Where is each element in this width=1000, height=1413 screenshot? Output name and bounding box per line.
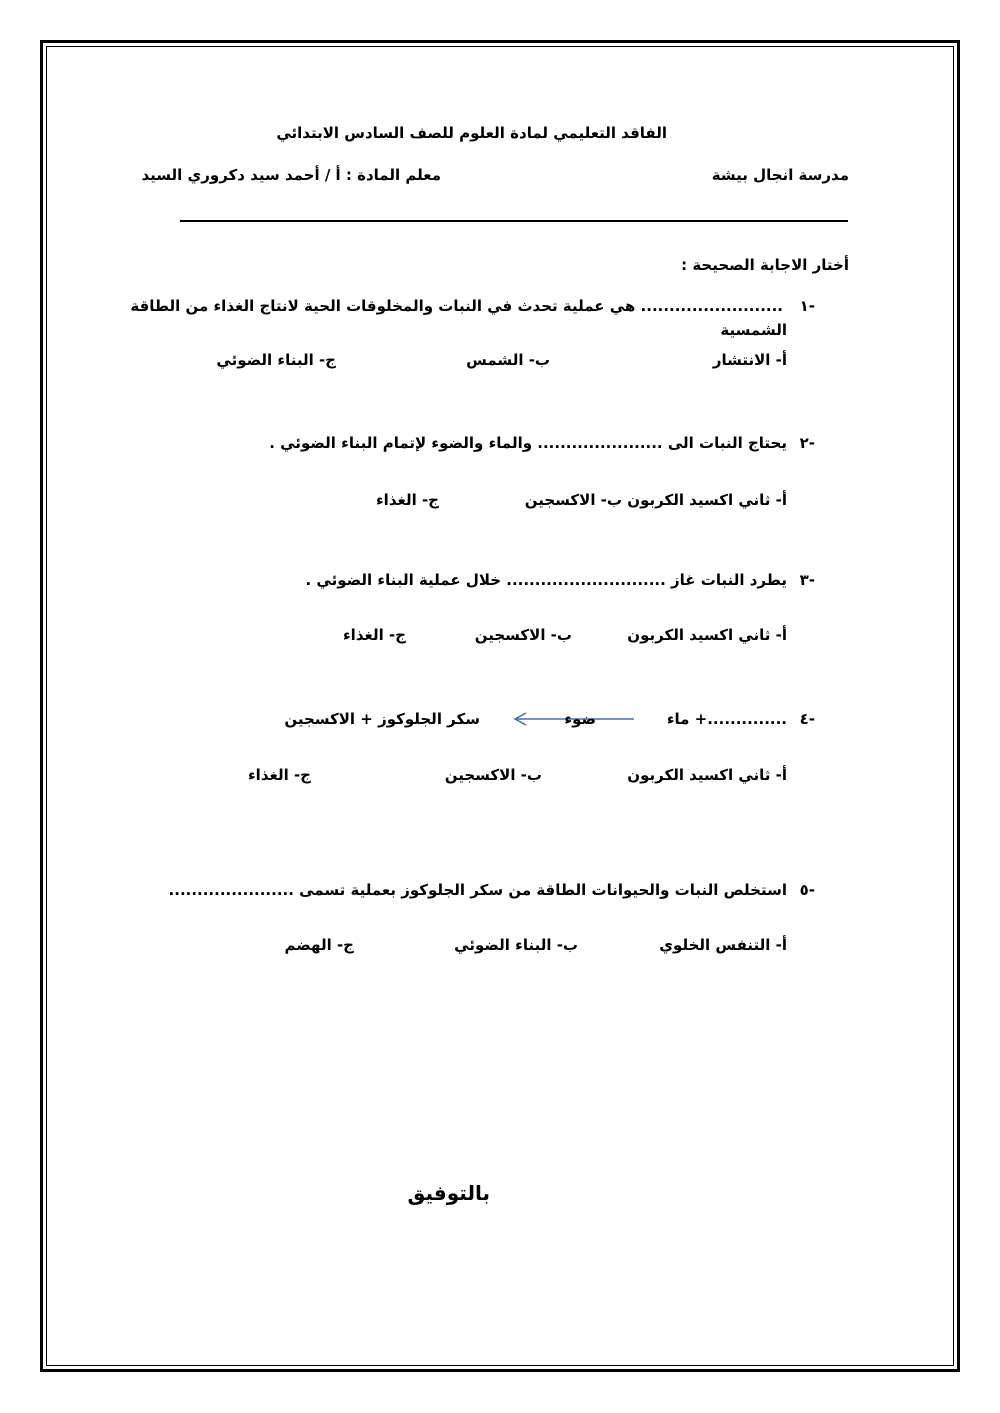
page-border-inner <box>46 46 954 1366</box>
q4-equation-left: ..............+ ماء <box>666 710 787 728</box>
q4-option-b[interactable]: ب- الاكسجين <box>444 766 542 784</box>
q1-text-continued: الشمسية <box>720 321 787 339</box>
q4-arrow-label: ضوء <box>564 710 596 728</box>
q1-option-c[interactable]: ج- البناء الضوئي <box>216 351 336 369</box>
q2-number: -٢ <box>799 434 815 452</box>
q4-option-a[interactable]: أ- ثاني اكسيد الكربون <box>627 766 787 784</box>
q5-option-b[interactable]: ب- البناء الضوئي <box>454 936 578 954</box>
q1-option-a[interactable]: أ- الانتشار <box>712 351 787 369</box>
q3-text: يطرد النبات غاز ............................ خلال عملية البناء الضوئي . <box>305 571 787 589</box>
q2-option-c[interactable]: ج- الغذاء <box>376 491 439 509</box>
q2-option-a[interactable]: أ- ثاني اكسيد الكربون <box>627 491 787 509</box>
q3-number: -٣ <box>799 571 815 589</box>
q1-option-b[interactable]: ب- الشمس <box>466 351 550 369</box>
teacher-name: معلم المادة : أ / أحمد سيد دكروري السيد <box>141 166 441 184</box>
instruction: أختار الاجابة الصحيحة : <box>681 256 849 274</box>
q2-text: يحتاج النبات الى ...................... والماء والضوء لإتمام البناء الضوئي . <box>269 434 787 452</box>
q5-option-a[interactable]: أ- التنفس الخلوي <box>659 936 787 954</box>
q5-option-c[interactable]: ج- الهضم <box>284 936 354 954</box>
closing-text: بالتوفيق <box>407 1181 490 1205</box>
q1-text: ......................... هي عملية تحدث في النبات والمخلوقات الحية لانتاج الغذاء من الطاقة <box>130 297 783 315</box>
q4-number: -٤ <box>799 710 815 728</box>
header-divider <box>180 220 848 222</box>
q5-number: -٥ <box>799 881 815 899</box>
q4-equation-right: سكر الجلوكوز + الاكسجين <box>284 710 480 728</box>
q4-option-c[interactable]: ج- الغذاء <box>248 766 311 784</box>
page-title: الفاقد التعليمي لمادة العلوم للصف السادس الابتدائي <box>276 124 667 142</box>
q3-option-c[interactable]: ج- الغذاء <box>343 626 406 644</box>
school-name: مدرسة انجال بيشة <box>711 166 849 184</box>
q3-option-b[interactable]: ب- الاكسجين <box>474 626 572 644</box>
q3-option-a[interactable]: أ- ثاني اكسيد الكربون <box>627 626 787 644</box>
q2-option-b[interactable]: ب- الاكسجين <box>524 491 622 509</box>
q1-number: -١ <box>799 297 815 315</box>
q5-text: استخلص النبات والحيوانات الطاقة من سكر الجلوكوز بعملية تسمى ...................... <box>168 881 787 899</box>
